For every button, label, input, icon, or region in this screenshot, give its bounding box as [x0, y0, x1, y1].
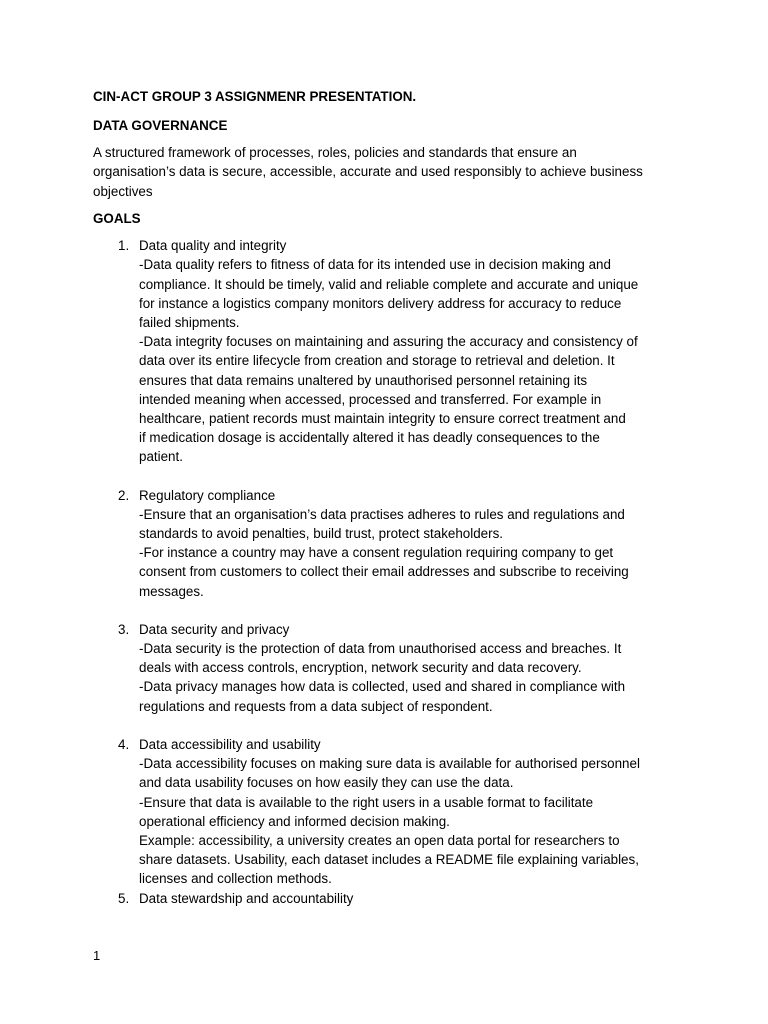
goal-title: Data accessibility and usability: [139, 736, 321, 752]
goal-paragraph: -Data accessibility focuses on making sure data is available for authorised personnel and data usability focuses on how easily they can use the data.: [139, 756, 640, 791]
goal-title: Data stewardship and accountability: [139, 890, 354, 906]
goals-heading: GOALS: [93, 211, 141, 227]
goal-item-4: [93, 735, 693, 889]
goal-item-1: [93, 236, 693, 466]
goal-paragraph: -For instance a country may have a consent regulation requiring company to get consent from customers to collect their email addresses and subscribe to receiving messages.: [139, 545, 629, 599]
goal-number: 2.: [118, 487, 130, 503]
page-number: 1: [93, 948, 101, 963]
intro-paragraph: A structured framework of processes, roles, policies and standards that ensure an organisation’s data is secure, accessible, accurate and used responsibly to achieve business objectives: [93, 145, 643, 199]
list-spacer: [93, 716, 693, 735]
section-heading: DATA GOVERNANCE: [93, 118, 228, 133]
goal-number: 3.: [118, 621, 130, 637]
document-title: CIN-ACT GROUP 3 ASSIGNMENR PRESENTATION.: [93, 89, 417, 104]
goal-item-2: [93, 486, 693, 601]
goal-paragraph: -Data security is the protection of data from unauthorised access and breaches. It deals with access controls, encryption, network security and data recovery.: [139, 641, 622, 676]
goal-paragraph: -Data privacy manages how data is collected, used and shared in compliance with regulations and requests from a data subject of respondent.: [139, 679, 626, 714]
goal-number: 4.: [118, 736, 130, 752]
goal-paragraph: Example: accessibility, a university creates an open data portal for researchers to share datasets. Usability, each dataset includes a README file explaining variables, licenses and collection methods.: [139, 832, 639, 887]
goal-item-3: [93, 620, 693, 716]
goal-number: 5.: [118, 890, 130, 906]
goal-paragraph: -Ensure that data is available to the right users in a usable format to facilitate operational efficiency and informed decision making.: [139, 794, 594, 829]
goal-item-5: [93, 889, 693, 908]
goal-paragraph: -Data quality refers to fitness of data for its intended use in decision making and compliance. It should be timely, valid and reliable complete and accurate and unique for instance a logistics company monitors delivery address for accuracy to reduce failed shipments.: [139, 257, 639, 331]
goal-title: Data quality and integrity: [139, 238, 287, 254]
goal-number: 1.: [118, 238, 130, 254]
goal-title: Data security and privacy: [139, 621, 290, 637]
goal-title: Regulatory compliance: [139, 487, 276, 503]
goal-paragraph: -Ensure that an organisation’s data practises adheres to rules and regulations and standards to avoid penalties, build trust, protect stakeholders.: [139, 506, 625, 542]
list-spacer: [93, 467, 693, 486]
goal-paragraph: -Data integrity focuses on maintaining and assuring the accuracy and consistency of data over its entire lifecycle from creation and storage to retrieval and deletion. It ensures that data remains unaltered by unauthorised personnel retaining its intended meaning when accessed, processed and transferred. For example in healthcare, patient records must maintain integrity to ensure correct treatment and if medication dosage is accidentally altered it has deadly consequences to the patient.: [139, 334, 638, 465]
goals-list: [93, 236, 693, 908]
document-body: [93, 87, 693, 908]
list-spacer: [93, 601, 693, 620]
